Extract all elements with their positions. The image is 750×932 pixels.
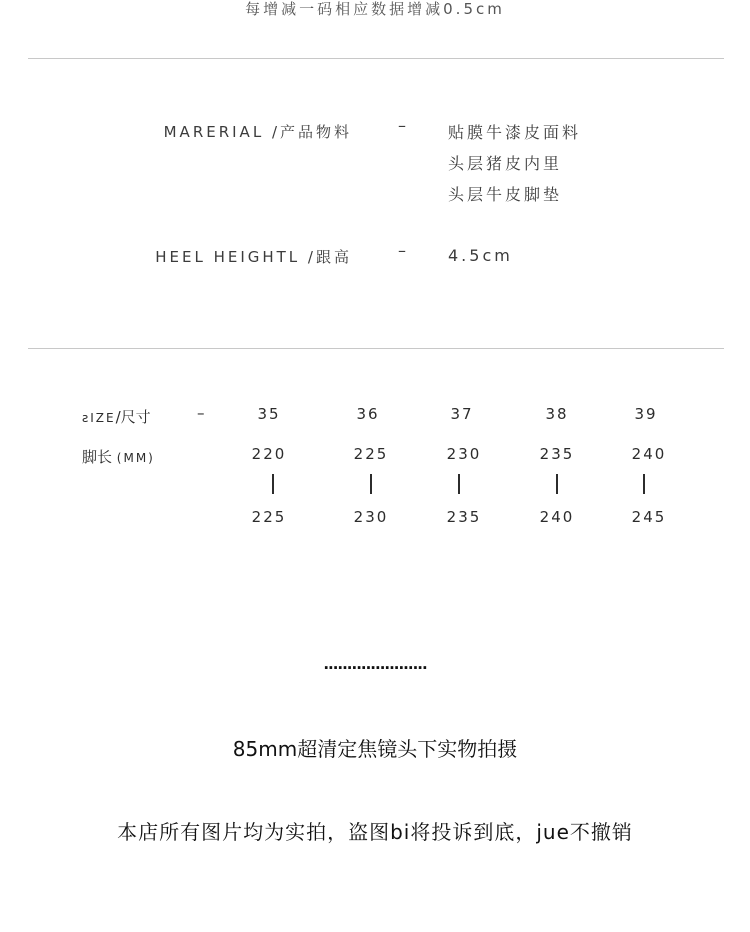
size-value: 38 [545, 405, 569, 423]
size-value: 36 [356, 405, 380, 423]
size-label-en: ƨIZE [82, 411, 116, 425]
divider-middle [28, 348, 724, 349]
length-min-value: 240 [631, 445, 667, 463]
size-value: 37 [450, 405, 474, 423]
spec-dash-material: – [398, 116, 406, 135]
length-max-value: 230 [353, 508, 389, 526]
spec-value-heel: 4.5cm [448, 246, 513, 265]
size-label-cn: /尺寸 [115, 408, 151, 426]
spec-value-material-3: 头层牛皮脚垫 [448, 185, 563, 204]
length-label-unit: (MM) [116, 451, 155, 465]
range-bar [556, 474, 558, 494]
length-min-value: 220 [251, 445, 287, 463]
length-min-value: 225 [353, 445, 389, 463]
copyright-note: 本店所有图片均为实拍，盗图bi将投诉到底，jue不撤销 [117, 820, 633, 844]
length-max-value: 240 [539, 508, 575, 526]
photo-caption: 85mm超清定焦镜头下实物拍摄 [232, 737, 518, 761]
size-dash: – [197, 404, 205, 422]
length-max-value: 235 [446, 508, 482, 526]
spec-label-heel: HEEL HEIGHTL /跟高 [155, 248, 352, 266]
divider-top [28, 58, 724, 59]
length-max-value: 245 [631, 508, 667, 526]
size-row-label [82, 406, 151, 427]
length-label-cn: 脚长 [82, 448, 113, 466]
length-row-label [82, 446, 155, 467]
length-min-value: 235 [539, 445, 575, 463]
spec-value-material-1: 贴膜牛漆皮面料 [448, 123, 582, 142]
range-bar [370, 474, 372, 494]
top-note: 每增减一码相应数据增减0.5cm [245, 0, 505, 18]
size-value: 39 [634, 405, 658, 423]
range-bar [643, 474, 645, 494]
range-bar [458, 474, 460, 494]
spec-label-material: MARERIAL /产品物料 [163, 123, 352, 141]
size-value: 35 [257, 405, 281, 423]
length-min-value: 230 [446, 445, 482, 463]
range-bar [272, 474, 274, 494]
length-max-value: 225 [251, 508, 287, 526]
spec-value-material-2: 头层猪皮内里 [448, 154, 563, 173]
dotted-separator: ...................... [323, 655, 427, 673]
spec-dash-heel: – [398, 241, 406, 260]
